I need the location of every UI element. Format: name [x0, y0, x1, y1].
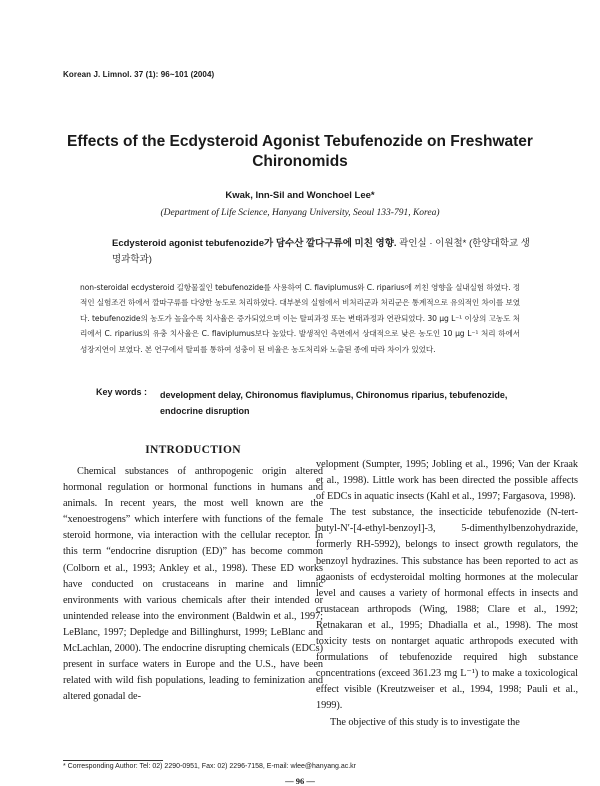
intro-heading: INTRODUCTION	[145, 444, 241, 456]
right-column	[316, 457, 578, 731]
korean-title: Ecdysteroid agonist tebufenozide가 담수산 깔다구류에 미친 영향.	[112, 238, 397, 249]
keywords-label: Key words :	[96, 387, 148, 397]
corresponding-author-footnote: * Corresponding Author: Tel: 02) 2290-0951, Fax: 02) 2296-7158, E-mail: wlee@hanyang.ac.kr	[63, 763, 356, 770]
left-column	[63, 464, 323, 705]
right-paragraph-1: velopment (Sumpter, 1995; Jobling et al., 1996; Van der Kraak et al., 1998). Little work has been directed the possible affects of EDCs in aquatic insects (Kahl et al., 1997; Fargasova, 1998).	[316, 459, 578, 503]
article-title: Effects of the Ecdysteroid Agonist Tebufenozide on Freshwater Chironomids	[67, 133, 533, 170]
keywords: development delay, Chironomus flaviplumus, Chironomus riparius, tebufenozide, endocrine disruption	[160, 390, 508, 416]
footnote-rule	[63, 760, 163, 761]
korean-authors: 곽인실 · 이원철* (한양대학교 생명과학과)	[112, 238, 530, 265]
article-authors: Kwak, Inn-Sil and Wonchoel Lee*	[225, 190, 375, 201]
page-number: — 96 —	[285, 776, 315, 786]
right-paragraph-3: The objective of this study is to investigate the	[330, 716, 520, 728]
korean-title-block	[112, 236, 530, 268]
journal-reference: Korean J. Limnol. 37 (1): 96~101 (2004)	[63, 70, 215, 79]
article-affiliation: (Department of Life Science, Hanyang University, Seoul 133-791, Korea)	[160, 208, 440, 218]
intro-paragraph: Chemical substances of anthropogenic origin altered hormonal regulation or hormonal functions in humans and animals. In recent years, the most well known are the “xenoestrogens” which interfere with functions of the female steroid hormone, via interaction with the cellular receptor. In this term “endocrine disruption (ED)” has become common (Colborn et al., 1993; Ankley et al., 1998). These ED works have conducted on crustaceans in marine and limnic environments with various chemicals after their intended or unintended release into the environment (Baldwin et al., 1997; LeBlanc, 1997; Depledge and Billinghurst, 1999; LeBlanc and McLachlan, 2000). The endocrine disrupting chemicals (EDCs) present in surface waters in Europe and the U.S., have been related with wild fish populations, leading to feminization and altered gonadal de-	[63, 466, 323, 703]
right-paragraph-2: The test substance, the insecticide tebufenozide (N-tert-butyl-N′-[4-ethyl-benzoyl]-3, 5-dimenthylbenzohydrazide, formerly RH-5992), belongs to insect growth regulators, the benzoyl hydrazines. This substance has been reported to act as agaonists of ecdysteroidal molting hormones at the molecular level and causes a variety of hormonal effects in insects and crustacean arthropods (Wing, 1988; Clare et al., 1992; Retnakaran et al., 1995; Dhadialla et al., 1998). The most toxicity tests on nontarget aquatic arthropods executed with formulations of tebufenozide required high substance concentrations (exceed 361.23 mg L⁻¹) to make a toxicological effect visible (Kreutzweiser et al., 1994, 1998; Pauli et al., 1999).	[316, 507, 578, 712]
korean-abstract: non-steroidal ecdysteroid 길항물질인 tebufenozide를 사용하여 C. flaviplumus와 C. riparius에 끼친 영향을 실내실험 하였다. 정적인 실험조건 하에서 깔따구류를 다양한 농도로 처리하였다. 대부분의 실험에서 비처리군과 처리군은 통계적으로 유의적인 차이를 보였다. tebufenozide의 농도가 높을수록 치사율은 증가되었으며 이는 탈피과정 또는 변태과정과 연관되었다. 30 μg L⁻¹ 이상의 고농도 처리에서 C. riparius의 유충 치사율은 C. flaviplumus보다 높았다. 발생적인 측면에서 상대적으로 낮은 농도인 10 μg L⁻¹ 처리 하에서 성장지연이 보였다. 본 연구에서 탈피를 통하여 성충이 된 비율은 농도처리와 노출된 종에 따라 차이가 있었다.	[80, 283, 520, 354]
